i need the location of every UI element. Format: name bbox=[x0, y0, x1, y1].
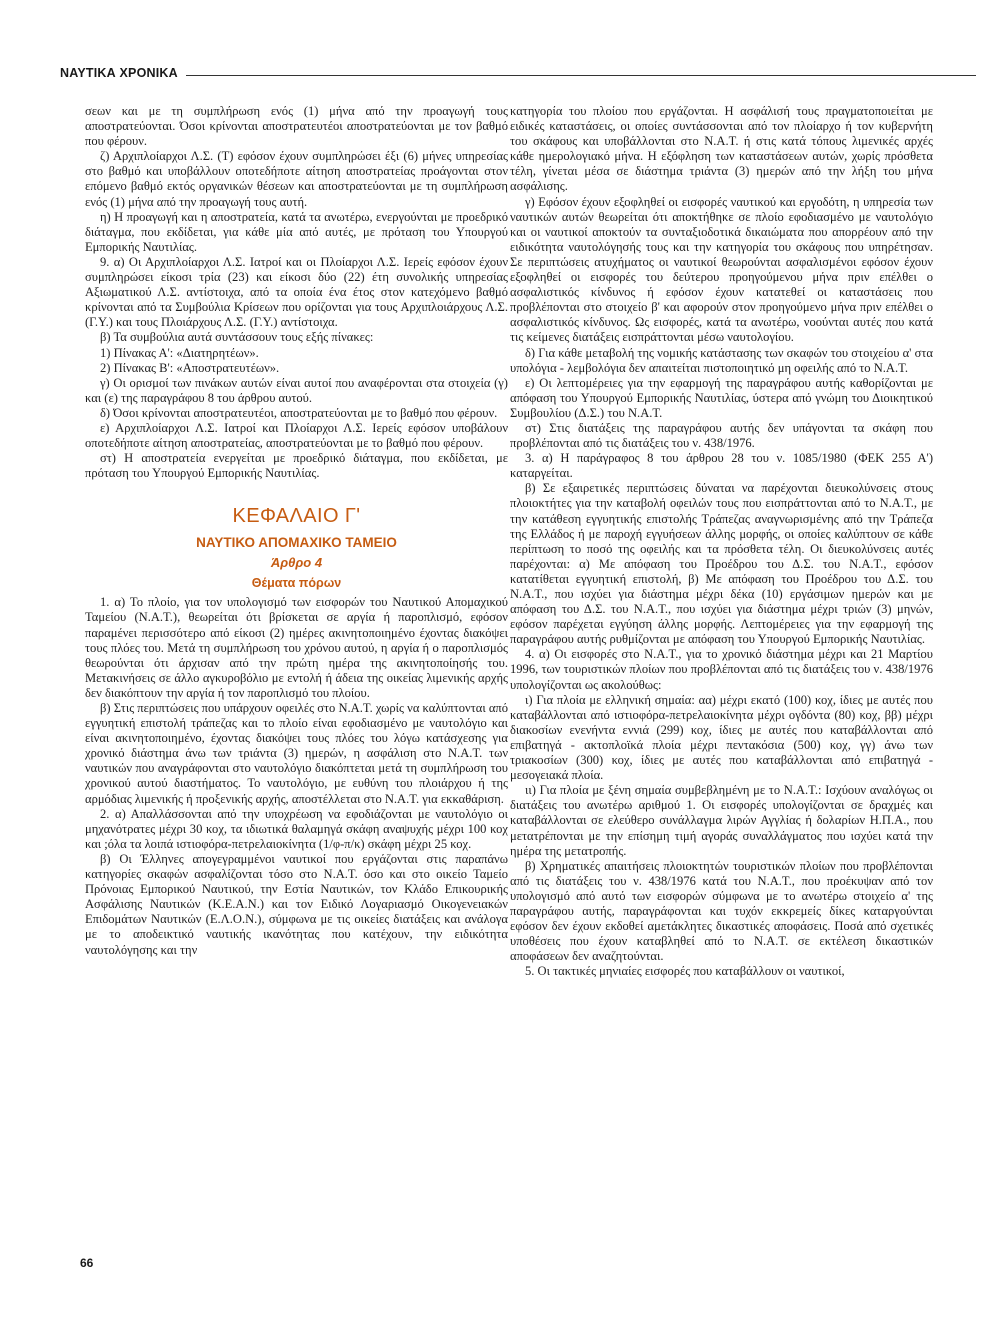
paragraph: 1. α) Το πλοίο, για τον υπολογισμό των εισφορών του Ναυτικού Απομαχικού Ταμείου (Ν.Α.Τ.), θεωρείται ότι βρίσκεται σε αργία ή παροπλισμό, εφόσον παραμένει περισσότερο από είκοσι (2) ημέρες ακινητοποιημένο έχοντας διακόψει τους πλόες του. Μετά τη συμπλήρωση του χρόνου αυτού, η αργία ή ο παροπλισμός θεωρούνται ότι άρχισαν από την πρώτη ημέρα της ακινητοποίησής του. Μετακινήσεις σε άλλο αγκυροβόλιο με εντολή ή άδεια της οικείας λιμενικής αρχής δεν διακόπτουν την αργία ή τον παροπλισμό του πλοίου. bbox=[85, 595, 508, 700]
chapter-heading: ΚΕΦΑΛΑΙΟ Γ' bbox=[232, 505, 361, 528]
paragraph: ζ) Αρχιπλοίαρχοι Λ.Σ. (Τ) εφόσον έχουν συμπληρώσει έξι (6) μήνες υπηρεσίας στο βαθμό και υποβάλλουν οποτεδήποτε αίτηση αποστρατείας προάγονται στον επόμενο βαθμό εκτός οργανικών θέσεων και αποστρατεύονται με τη συμπλήρωση ενός (1) μήνα από την προαγωγή τους αυτή. bbox=[85, 149, 508, 209]
article-topic: Θέματα πόρων bbox=[251, 576, 342, 591]
article-heading: Άρθρο 4 bbox=[270, 555, 323, 571]
paragraph: 2. α) Απαλλάσσονται από την υποχρέωση να εφοδιάζονται με ναυτολόγιο οι μηχανότρατες μέχρι 30 κοχ, τα ιδιωτικά θαλαμηγά σκάφη αναψυχής μέχρι 100 κοχ και ;όλα τα λοιπά ιστιοφόρα-πετρελαιοκίνητα (1/φ-π/κ) σκάφη μέχρι 25 κοχ. bbox=[85, 806, 508, 851]
paragraph: 5. Οι τακτικές μηνιαίες εισφορές που καταβάλλουν οι ναυτικοί, bbox=[525, 964, 845, 979]
paragraph: β) Οι Έλληνες απογεγραμμένοι ναυτικοί που εργάζονται στις παραπάνω κατηγορίες σκαφών ασφαλίζονται τόσο στο Ν.Α.Τ. όσο και στο οικείο Ταμείο Πρόνοιας Εμπορικού Ναυτικού, την Εστία Ναυτικών, τον Κλάδο Επικουρικής Ασφάλισης Ναυτικών (Κ.Ε.Α.Ν.) και τον Ειδικό Λογαριασμό Οικογενειακών Επιδομάτων Ναυτικών (Ε.Λ.Ο.Ν.), σύμφωνα με τις οικείες διατάξεις και ανάλογα με το αποδεικτικό ναυτικής ικανότητας που κατέχουν, την ειδικότητα ναυτολόγησης και την bbox=[85, 851, 508, 957]
paragraph: στ) Η αποστρατεία ενεργείται με προεδρικό διάταγμα, που εκδίδεται, με πρόταση του Υπουργού Εμπορικής Ναυτιλίας. bbox=[85, 451, 508, 481]
right-column bbox=[510, 104, 933, 979]
paragraph: 1) Πίνακας Α': «Διατηρητέων». bbox=[100, 345, 259, 360]
paragraph: γ) Οι ορισμοί των πινάκων αυτών είναι αυτοί που αναφέρονται στα στοιχεία (γ) και (ε) της παραγράφου 8 του άρθρου αυτού. bbox=[85, 375, 508, 405]
running-header bbox=[60, 66, 976, 84]
paragraph: ε) Αρχιπλοίαρχοι Λ.Σ. Ιατροί και Πλοίαρχοι Λ.Σ. Ιερείς εφόσον υποβάλουν οποτεδήποτε αίτηση αποστρατείας, αποστρατεύονται με το βαθμό που φέρουν. bbox=[85, 420, 508, 451]
page-number: 66 bbox=[80, 1256, 94, 1270]
paragraph: η) Η προαγωγή και η αποστρατεία, κατά τα ανωτέρω, ενεργούνται με προεδρικό διάταγμα, που εκδίδεται, για κάθε μία από αυτές, με πρόταση του Υπουργού Εμπορικής Ναυτιλίας. bbox=[85, 209, 508, 254]
left-column bbox=[85, 104, 508, 958]
paragraph: 9. α) Οι Αρχιπλοίαρχοι Λ.Σ. Ιατροί και οι Πλοίαρχοι Λ.Σ. Ιερείς εφόσον έχουν συμπληρώσει είκοσι τρία (23) και είκοσι δύο (22) έτη συνολικής υπηρεσίας Αξιωματικού Λ.Σ. αντίστοιχα, από τα οποία ένα έτος στον κατεχόμενο βαθμό κρίνονται από τα Συμβούλια Κρίσεων που ορίζονται για τους Αρχιπλοιάρχους Λ.Σ. (Γ.Υ.) και τους Πλοιάρχους Λ.Σ. (Γ.Υ.) αντίστοιχα. bbox=[85, 254, 508, 330]
paragraph: ε) Οι λεπτομέρειες για την εφαρμογή της παραγράφου αυτής καθορίζονται με απόφαση του Υπουργού Εμπορικής Ναυτιλίας, ύστερα από γνώμη του Διοικητικού Συμβουλίου (Δ.Σ.) του Ν.Α.Τ. bbox=[510, 375, 933, 420]
paragraph: β) Στις περιπτώσεις που υπάρχουν οφειλές στο Ν.Α.Τ. χωρίς να καλύπτονται από εγγυητική επιστολή τράπεζας και το πλοίο είναι εφοδιασμένο με ναυτολόγιο και είναι ακινητοποιημένο, έχοντας διακόψει τους πλόες του λόγω κατάσχεσης για χρονικό διάστημα άνω των τριάντα (3) ημερών, η ασφάλιση στο Ν.Α.Τ. των ναυτικών που αναγράφονται στο ναυτολόγιο διακόπτεται μετά τη συμπλήρωση του χρονικού αυτού διαστήματος. Το ναυτολόγιο, με ευθύνη του πλοιάρχου ή της αρμόδιας λιμενικής ή προξενικής αρχής, αποστέλλεται στο Ν.Α.Τ. για εκκαθάριση. bbox=[85, 701, 509, 806]
paragraph: β) Σε εξαιρετικές περιπτώσεις δύναται να παρέχονται διευκολύνσεις στους πλοιοκτήτες για την καταβολή οφειλών τους που εισπράττονται από το Ν.Α.Τ., με την κατάθεση εγγυητικής επιστολής Τράπεζας αναγνωρισμένης από την Τράπεζα της Ελλάδος ή με παροχή εγγυήσεων άλλης μορφής, οι οποίες καλύπτουν σε κάθε περίπτωση το ποσό της οφειλής και τα πρόσθετα τέλη. Οι διευκολύνσεις αυτές παρέχονται: α) Με απόφαση του Προέδρου του Δ.Σ. του Ν.Α.Τ., εφόσον κατατίθεται εγγυητική επιστολή, β) Με απόφαση του Προέδρου του Δ.Σ. του Ν.Α.Τ., που ισχύει για διάστημα μέχρι δέκα (10) εργάσιμων ημερών και με απόφαση του Δ.Σ. του Ν.Α.Τ., που ισχύει για διάστημα μέχρι τριών (3) μηνών, εφόσον παρέχεται εγγύηση άλλης μορφής. Λεπτομέρειες για την εφαρμογή της παραγράφου αυτής ρυθμίζονται με απόφαση του Υπουργού Εμπορικής Ναυτιλίας. bbox=[510, 481, 933, 647]
paragraph: ιι) Για πλοία με ξένη σημαία συμβεβλημένη με το Ν.Α.Τ.: Ισχύουν αναλόγως οι διατάξεις του ανωτέρω αριθμού 1. Οι εισφορές υπολογίζονται σε δραχμές και καταβάλλονται σε ελεύθερο συνάλλαγμα λιρών Αγγλίας ή δολαρίων Η.Π.Α., που μετατρέπονται με την επίσημη τιμή αγοράς συναλλάγματος που ισχύει κατά την ημέρα της μετατροπής. bbox=[510, 783, 933, 858]
paragraph: β) Χρηματικές απαιτήσεις πλοιοκτητών τουριστικών πλοίων που προβλέπονται από τις διατάξεις του ν. 438/1976 κατά του Ν.Α.Τ., που προέκυψαν από τον υπολογισμό από αυτό των εισφορών σύμφωνα με το ανωτέρω στοιχείο α' της παραγράφου αυτής, παραγράφονται και τυχόν εκκρεμείς δίκες καταργούνται εφόσον δεν έχουν εκδοθεί αμετάκλητες δικαστικές αποφάσεις. Ποσά από σχετικές υποθέσεις που έχουν καταβληθεί από το Ν.Α.Τ. σε εκτέλεση δικαστικών αποφάσεων δεν αναζητούνται. bbox=[510, 858, 933, 964]
paragraph: β) Τα συμβούλια αυτά συντάσσουν τους εξής πίνακες: bbox=[100, 330, 374, 345]
journal-title: ΝΑΥΤΙΚΑ ΧΡΟΝΙΚΑ bbox=[60, 66, 178, 80]
paragraph: στ) Στις διατάξεις της παραγράφου αυτής δεν υπάγονται τα σκάφη που προβλέπονται από τις διατάξεις του ν. 438/1976. bbox=[510, 420, 933, 451]
paragraph: γ) Εφόσον έχουν εξοφληθεί οι εισφορές ναυτικού και εργοδότη, η υπηρεσία των ναυτικών αυτών θεωρείται ότι αποκτήθηκε σε πλοίο εφοδιασμένο με ναυτολόγιο και οι ναυτικοί αποκτούν τα συνταξιοδοτικά δικαιώματα που απορρέουν από την ειδικότητα ναυτολόγησής τους και την κατηγορία του σκάφους που υπηρέτησαν. Σε περιπτώσεις ατυχήματος οι ναυτικοί θεωρούνται ασφαλισμένοι εφόσον έχουν εξοφληθεί οι εισφορές του δεύτερου προηγούμενου μήνα πριν επέλθει ο ασφαλιστικός κίνδυνος ή εφόσον έχουν κατατεθεί οι καταστάσεις που προβλέπονται στο στοιχείο β' και αφορούν στον προηγούμενο μήνα πριν επέλθει ο ασφαλιστικός κίνδυνος. Ως εισφορές, κατά τα ανωτέρω, νοούνται αυτές που κατά τις κείμενες διατάξεις εισπράττονται μέσω ναυτολογίου. bbox=[510, 194, 933, 345]
chapter-title: ΝΑΥΤΙΚΟ ΑΠΟΜΑΧΙΚΟ ΤΑΜΕΙΟ bbox=[196, 535, 397, 551]
paragraph: σεων και με τη συμπλήρωση ενός (1) μήνα από την προαγωγή τους αποστρατεύονται. Όσοι κρίνονται αποστρατευτέοι αποστρατεύονται με τον βαθμό που φέρουν. bbox=[85, 104, 508, 149]
paragraph: δ) Όσοι κρίνονται αποστρατευτέοι, αποστρατεύονται με το βαθμό που φέρουν. bbox=[100, 405, 498, 420]
paragraph: 4. α) Οι εισφορές στο Ν.Α.Τ., για το χρονικό διάστημα μέχρι και 21 Μαρτίου 1996, των τουριστικών πλοίων που προβλέπονται από τις διατάξεις του ν. 438/1976 υπολογίζονται ως ακολούθως: bbox=[510, 647, 933, 692]
paragraph: 2) Πίνακας Β': «Αποστρατευτέων». bbox=[100, 360, 280, 375]
paragraph: δ) Για κάθε μεταβολή της νομικής κατάστασης των σκαφών του στοιχείου α' στα υπολόγια - λεμβολόγια δεν απαιτείται πιστοποιητικό μη οφειλής από το Ν.Α.Τ. bbox=[510, 345, 933, 375]
paragraph: 3. α) Η παράγραφος 8 του άρθρου 28 του ν. 1085/1980 (ΦΕΚ 255 Α') καταργείται. bbox=[510, 451, 933, 481]
paragraph: ι) Για πλοία με ελληνική σημαία: αα) μέχρι εκατό (100) κοχ, ίδιες με αυτές που καταβάλλονται από ιστιοφόρα-πετρελαιοκίνητα μέχρι ογδόντα (80) κοχ, ββ) μέχρι διακοσίων ενενήντα εννιά (299) κοχ, ίδιες με αυτές που καταβάλλονται από επιβατηγά - ακτοπλοϊκά πλοία μέχρι πεντακόσια (500) κοχ, γγ) άνω των τριακοσίων (300) κοχ, ίδιες με αυτές που καταβάλλονται από επιβατηγά - μεσογειακά πλοία. bbox=[510, 692, 933, 783]
paragraph: κατηγορία του πλοίου που εργάζονται. Η ασφάλισή τους πραγματοποιείται με ειδικές καταστάσεις, οι οποίες συντάσσονται από τον πλοίαρχο ή τον κυβερνήτη του σκάφους και υποβάλλονται στο Ν.Α.Τ. ή στις κατά τόπους λιμενικές αρχές κάθε ημερολογιακό μήνα. Η εξόφληση των καταστάσεων αυτών, χωρίς πρόσθετα τέλη, γίνεται μέσα σε διάστημα τριάντα (3) ημερών από την λήξη του μήνα ασφάλισης. bbox=[510, 104, 933, 194]
header-rule bbox=[186, 75, 976, 76]
